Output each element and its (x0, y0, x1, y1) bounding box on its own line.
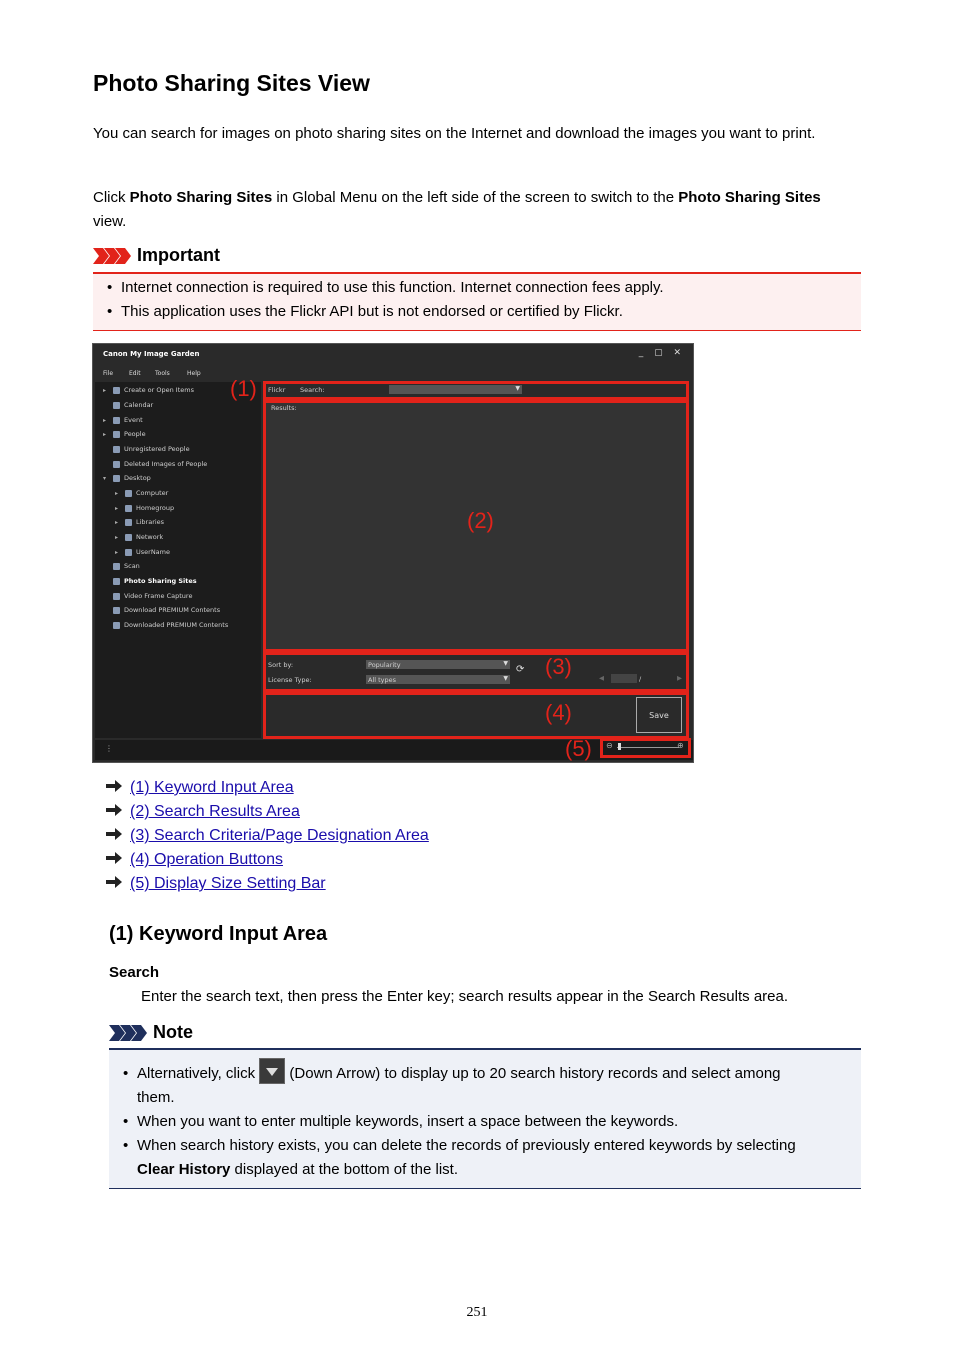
zoom-out-icon[interactable]: ⊖ (606, 741, 613, 750)
app-window-title: Canon My Image Garden (103, 350, 200, 358)
desktop-icon (113, 475, 120, 482)
user-folder-icon (125, 549, 132, 556)
link-operation-buttons[interactable]: (4) Operation Buttons (130, 851, 283, 868)
next-page-icon[interactable]: ▶ (677, 674, 682, 682)
note-item: • When search history exists, you can delete the records of previously entered keywords by selecting (123, 1137, 796, 1154)
link-row (106, 803, 300, 821)
page-number: 251 (466, 1305, 488, 1320)
previous-page-icon[interactable]: ◀ (599, 674, 604, 682)
scan-icon (113, 563, 120, 570)
sort-by-label: Sort by: (268, 661, 294, 669)
arrow-right-icon (106, 779, 122, 797)
person-outline-icon (113, 461, 120, 468)
app-screenshot (92, 343, 694, 763)
page-title: Photo Sharing Sites View (93, 70, 370, 96)
arrow-right-icon (106, 851, 122, 869)
refresh-icon[interactable]: ⟳ (516, 664, 525, 675)
sidebar-item-homegroup[interactable]: ▸ Homegroup (115, 504, 175, 512)
sidebar-item-computer[interactable]: ▸ Computer (115, 489, 169, 497)
menu-file[interactable]: File (103, 370, 114, 377)
sidebar-item-desktop[interactable]: ▾ Desktop (103, 474, 151, 482)
search-input[interactable] (389, 385, 522, 394)
zoom-in-icon[interactable]: ⊕ (677, 741, 684, 750)
sort-by-select[interactable]: Popularity ▼ (368, 660, 508, 669)
sidebar-item-create[interactable]: ▸ Create or Open Items (103, 386, 194, 394)
video-icon (113, 593, 120, 600)
global-menu-sidebar (95, 382, 261, 738)
arrow-right-icon (106, 803, 122, 821)
link-display-size-bar[interactable]: (5) Display Size Setting Bar (130, 875, 326, 892)
link-keyword-input-area[interactable]: (1) Keyword Input Area (130, 779, 294, 796)
sidebar-item-network[interactable]: ▸ Network (115, 533, 164, 541)
save-button[interactable]: Save (636, 697, 682, 733)
chevron-down-icon[interactable]: ▼ (503, 660, 508, 667)
more-options-icon[interactable]: ⋮ (105, 744, 113, 753)
intro-paragraph: You can search for images on photo sharing sites on the Internet and download the images you want to print. (93, 125, 816, 142)
note-heading: Note (109, 1022, 193, 1043)
window-controls[interactable]: _ ▢ ✕ (638, 348, 685, 358)
link-row (106, 779, 294, 797)
download-icon (113, 607, 120, 614)
sidebar-item-people[interactable]: ▸ People (103, 430, 146, 438)
menu-bar (93, 366, 693, 380)
note-item: • Alternatively, click (Down Arrow) to display up to 20 search history records and select among (123, 1058, 781, 1086)
size-slider-handle[interactable] (618, 743, 621, 750)
callout-2: (2) (467, 508, 494, 533)
sidebar-item-unregistered[interactable]: Unregistered People (113, 445, 190, 453)
important-heading: Important (93, 245, 220, 266)
sidebar-item-username[interactable]: ▸ UserName (115, 548, 170, 556)
down-arrow-icon (259, 1058, 285, 1084)
link-row (106, 875, 326, 893)
sidebar-item-download-premium[interactable]: Download PREMIUM Contents (113, 606, 220, 614)
homegroup-icon (125, 505, 132, 512)
menu-edit[interactable]: Edit (129, 370, 141, 377)
person-icon (113, 431, 120, 438)
sidebar-item-deleted-people[interactable]: Deleted Images of People (113, 460, 207, 468)
callout-3: (3) (545, 654, 572, 679)
sidebar-item-downloaded-premium[interactable]: Downloaded PREMIUM Contents (113, 621, 228, 629)
sidebar-item-video-frame[interactable]: Video Frame Capture (113, 592, 192, 600)
note-item-continuation: Clear History displayed at the bottom of the list. (137, 1161, 459, 1178)
license-type-select[interactable]: All types ▼ (368, 675, 508, 684)
menu-help[interactable]: Help (187, 370, 201, 377)
person-icon (113, 446, 120, 453)
chevron-down-icon[interactable]: ▼ (503, 675, 508, 682)
note-chevron-icon (109, 1025, 147, 1041)
callout-4: (4) (545, 700, 572, 725)
menu-tools[interactable]: Tools (155, 370, 170, 377)
note-item-continuation: them. (137, 1089, 175, 1106)
event-icon (113, 417, 120, 424)
arrow-right-icon (106, 875, 122, 893)
libraries-icon (125, 519, 132, 526)
section-heading: (1) Keyword Input Area (109, 923, 328, 945)
calendar-icon (113, 402, 120, 409)
license-type-label: License Type: (268, 676, 312, 684)
link-search-results-area[interactable]: (2) Search Results Area (130, 803, 300, 820)
search-label: Search: (300, 386, 325, 394)
page-separator: / (639, 675, 642, 683)
term-search: Search (109, 964, 160, 981)
term-description: Enter the search text, then press the Enter key; search results appear in the Search Results area. (141, 988, 789, 1005)
important-chevron-icon (93, 248, 131, 264)
arrow-right-icon (106, 827, 122, 845)
folder-icon (113, 622, 120, 629)
computer-icon (125, 490, 132, 497)
link-row (106, 851, 283, 869)
flickr-label: Flickr (268, 386, 286, 394)
important-item: • Internet connection is required to use this function. Internet connection fees apply. (107, 279, 664, 296)
sidebar-item-event[interactable]: ▸ Event (103, 416, 143, 424)
sidebar-item-calendar[interactable]: Calendar (113, 401, 153, 409)
search-criteria-area (263, 652, 689, 692)
photo-sharing-icon (113, 578, 120, 585)
operation-buttons-area (263, 692, 689, 739)
callout-1: (1) (230, 376, 257, 401)
network-icon (125, 534, 132, 541)
chevron-down-icon[interactable]: ▼ (515, 385, 520, 392)
callout-5: (5) (565, 736, 592, 761)
page-number-input[interactable] (611, 674, 637, 683)
sidebar-item-photo-sharing[interactable]: Photo Sharing Sites (113, 577, 197, 585)
important-item: • This application uses the Flickr API but is not endorsed or certified by Flickr. (107, 303, 623, 320)
link-search-criteria-area[interactable]: (3) Search Criteria/Page Designation Area (130, 827, 429, 844)
create-icon (113, 387, 120, 394)
link-row (106, 827, 429, 845)
note-item: • When you want to enter multiple keywords, insert a space between the keywords. (123, 1113, 679, 1130)
instruction-paragraph: Click Photo Sharing Sites in Global Menu on the left side of the screen to switch to the Photo Sharing Sites view. (93, 189, 821, 230)
sidebar-item-scan[interactable]: Scan (113, 562, 140, 570)
results-label: Results: (271, 404, 297, 412)
sidebar-item-libraries[interactable]: ▸ Libraries (115, 518, 165, 526)
size-slider-track[interactable] (617, 747, 679, 748)
